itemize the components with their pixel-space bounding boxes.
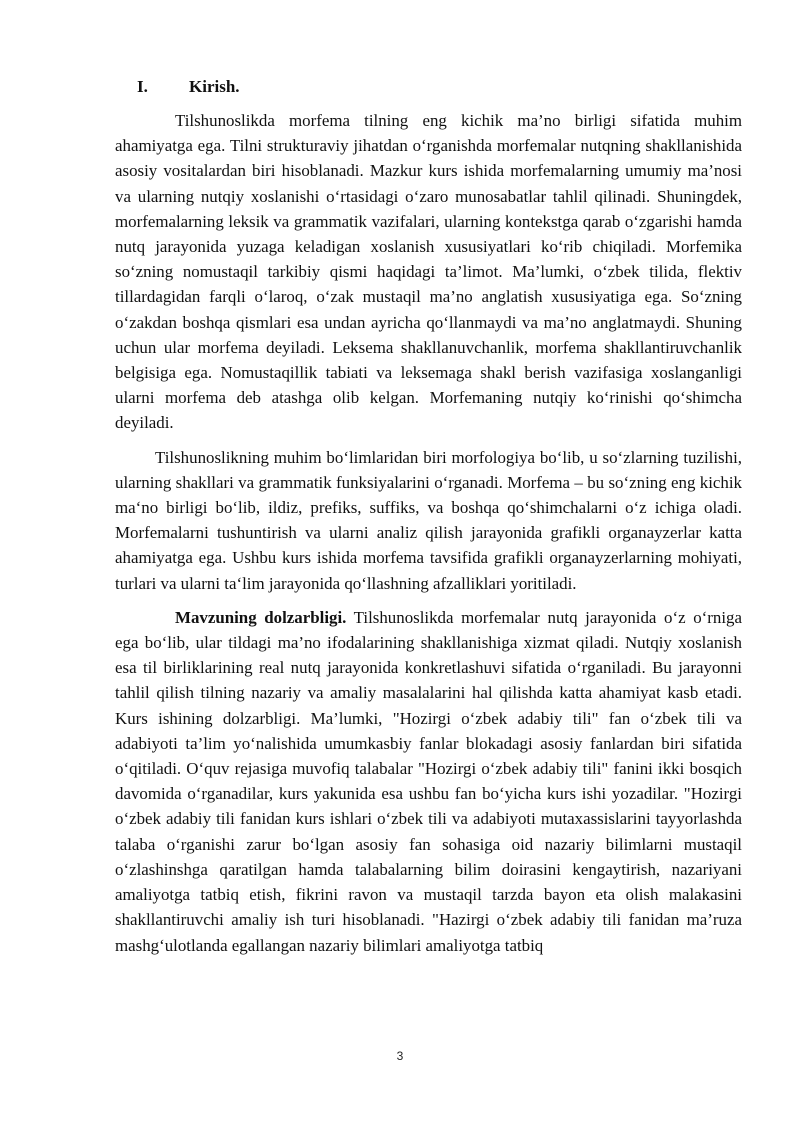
paragraph-intro: Tilshunoslikda morfema tilning eng kichik ma’no birligi sifatida muhim ahamiyatga ega. Tilni strukturaviy jihatdan o‘rganishda morfemalar nutqning shakllanishida asosiy vositalardan biri hisoblanadi. Mazkur kurs ishida morfemalarning umumiy ma’nosi va ularning nutqiy xoslanishi o‘rtasidagi o‘zaro munosabatlar tahlil qilinadi. Shuningdek, morfemalarning leksik va grammatik vazifalari, ularning kontekstga qarab o‘zgarishi hamda nutq jarayonida yuzaga keladigan xoslanish xususiyatlari ko‘rib chiqiladi. Morfemika so‘zning nomustaqil tarkibiy qismi haqidagi ta’limot. Ma’lumki, o‘zbek tilida, flektiv tillardagidan farqli o‘laroq, o‘zak mustaqil ma’no anglatish xususiyatiga ega. So‘zning o‘zakdan boshqa qismlari esa undan ayricha qo‘llanmaydi va ma’no anglatmaydi. Shuning uchun ular morfema deyiladi. Leksema shakllanuvchanlik, morfema shakllantiruvchanlik belgisiga ega. Nomustaqillik tabiati va leksemaga shakl berish vazifasiga xoslanganligi ularni morfema deb atashga olib kelgan. Morfemaning nutqiy ko‘rinishi qo‘shimcha deyiladi. [115,111,742,433]
paragraph-relevance [115,605,742,958]
paragraph-morphology: Tilshunoslikning muhim bo‘limlaridan biri morfologiya bo‘lib, u so‘zlarning tuzilishi, ularning shakllari va grammatik funksiyalarini o‘rganadi. Morfema – bu so‘zning eng kichik ma‘no birligi bo‘lib, ildiz, prefiks, suffiks, va boshqa qo‘shimchalarni o‘z ichiga oladi. Morfemalarni tushuntirish va ularni analiz qilish jarayonida grafikli organayzerlar katta ahamiyatga ega. Ushbu kurs ishida morfema tavsifida grafikli organayzerlarning mohiyati, turlari va ularni ta‘lim jarayonida qo‘llashning afzalliklari yoritiladi. [115,447,742,593]
section-heading [137,74,742,100]
section-number: I. [137,77,148,96]
section-title: Kirish. [189,77,240,96]
document-page [115,74,742,967]
page-number: 3 [396,1049,404,1063]
relevance-body: Tilshunoslikda morfemalar nutq jarayonida o‘z o‘rniga ega bo‘lib, ular tildagi ma’no ifodalarining shakllanishiga xizmat qiladi. Nutqiy xoslanish esa til birliklarining real nutq jarayonida konkretlashuvi sifatida o‘rganiladi. Bu jarayonni tahlil qilish tilning nazariy va amaliy masalalarini hal qilishda katta ahamiyat kasb etadi. Kurs ishining dolzarbligi. Ma’lumki, "Hozirgi o‘zbek adabiy tili" fan o‘zbek tili va adabiyoti ta’lim yo‘nalishida umumkasbiy fanlar blokadagi asosiy fanlardan biri sifatida o‘qitiladi. O‘quv rejasiga muvofiq talabalar "Hozirgi o‘zbek adabiy tili" fanini ikki bosqich davomida o‘rganadilar, kurs yakunida esa ushbu fan bo‘yicha kurs ishi yozadilar. "Hozirgi o‘zbek adabiy tili fanidan kurs ishlari o‘zbek tili va adabiyoti mutaxassislarini tayyorlashda talaba o‘rganishi zarur bo‘lgan asosiy fan sohasiga oid nazariy bilimlarni mustaqil o‘zlashinshga qaratilgan hamda talabalarning bilim doirasini kengaytirish, nazariyani amaliyotga tatbiq etish, fikrini ravon va mustaqil tarzda bayon eta olish malakasini shakllantiruvchi amaliy ish turi hisoblanadi. "Hazirgi o‘zbek adabiy tili fanidan ma’ruza mashg‘ulotlanda egallangan nazariy bilimlari amaliyotga tatbiq [115,607,742,955]
relevance-lead: Mavzuning dolzarbligi. [175,607,347,627]
